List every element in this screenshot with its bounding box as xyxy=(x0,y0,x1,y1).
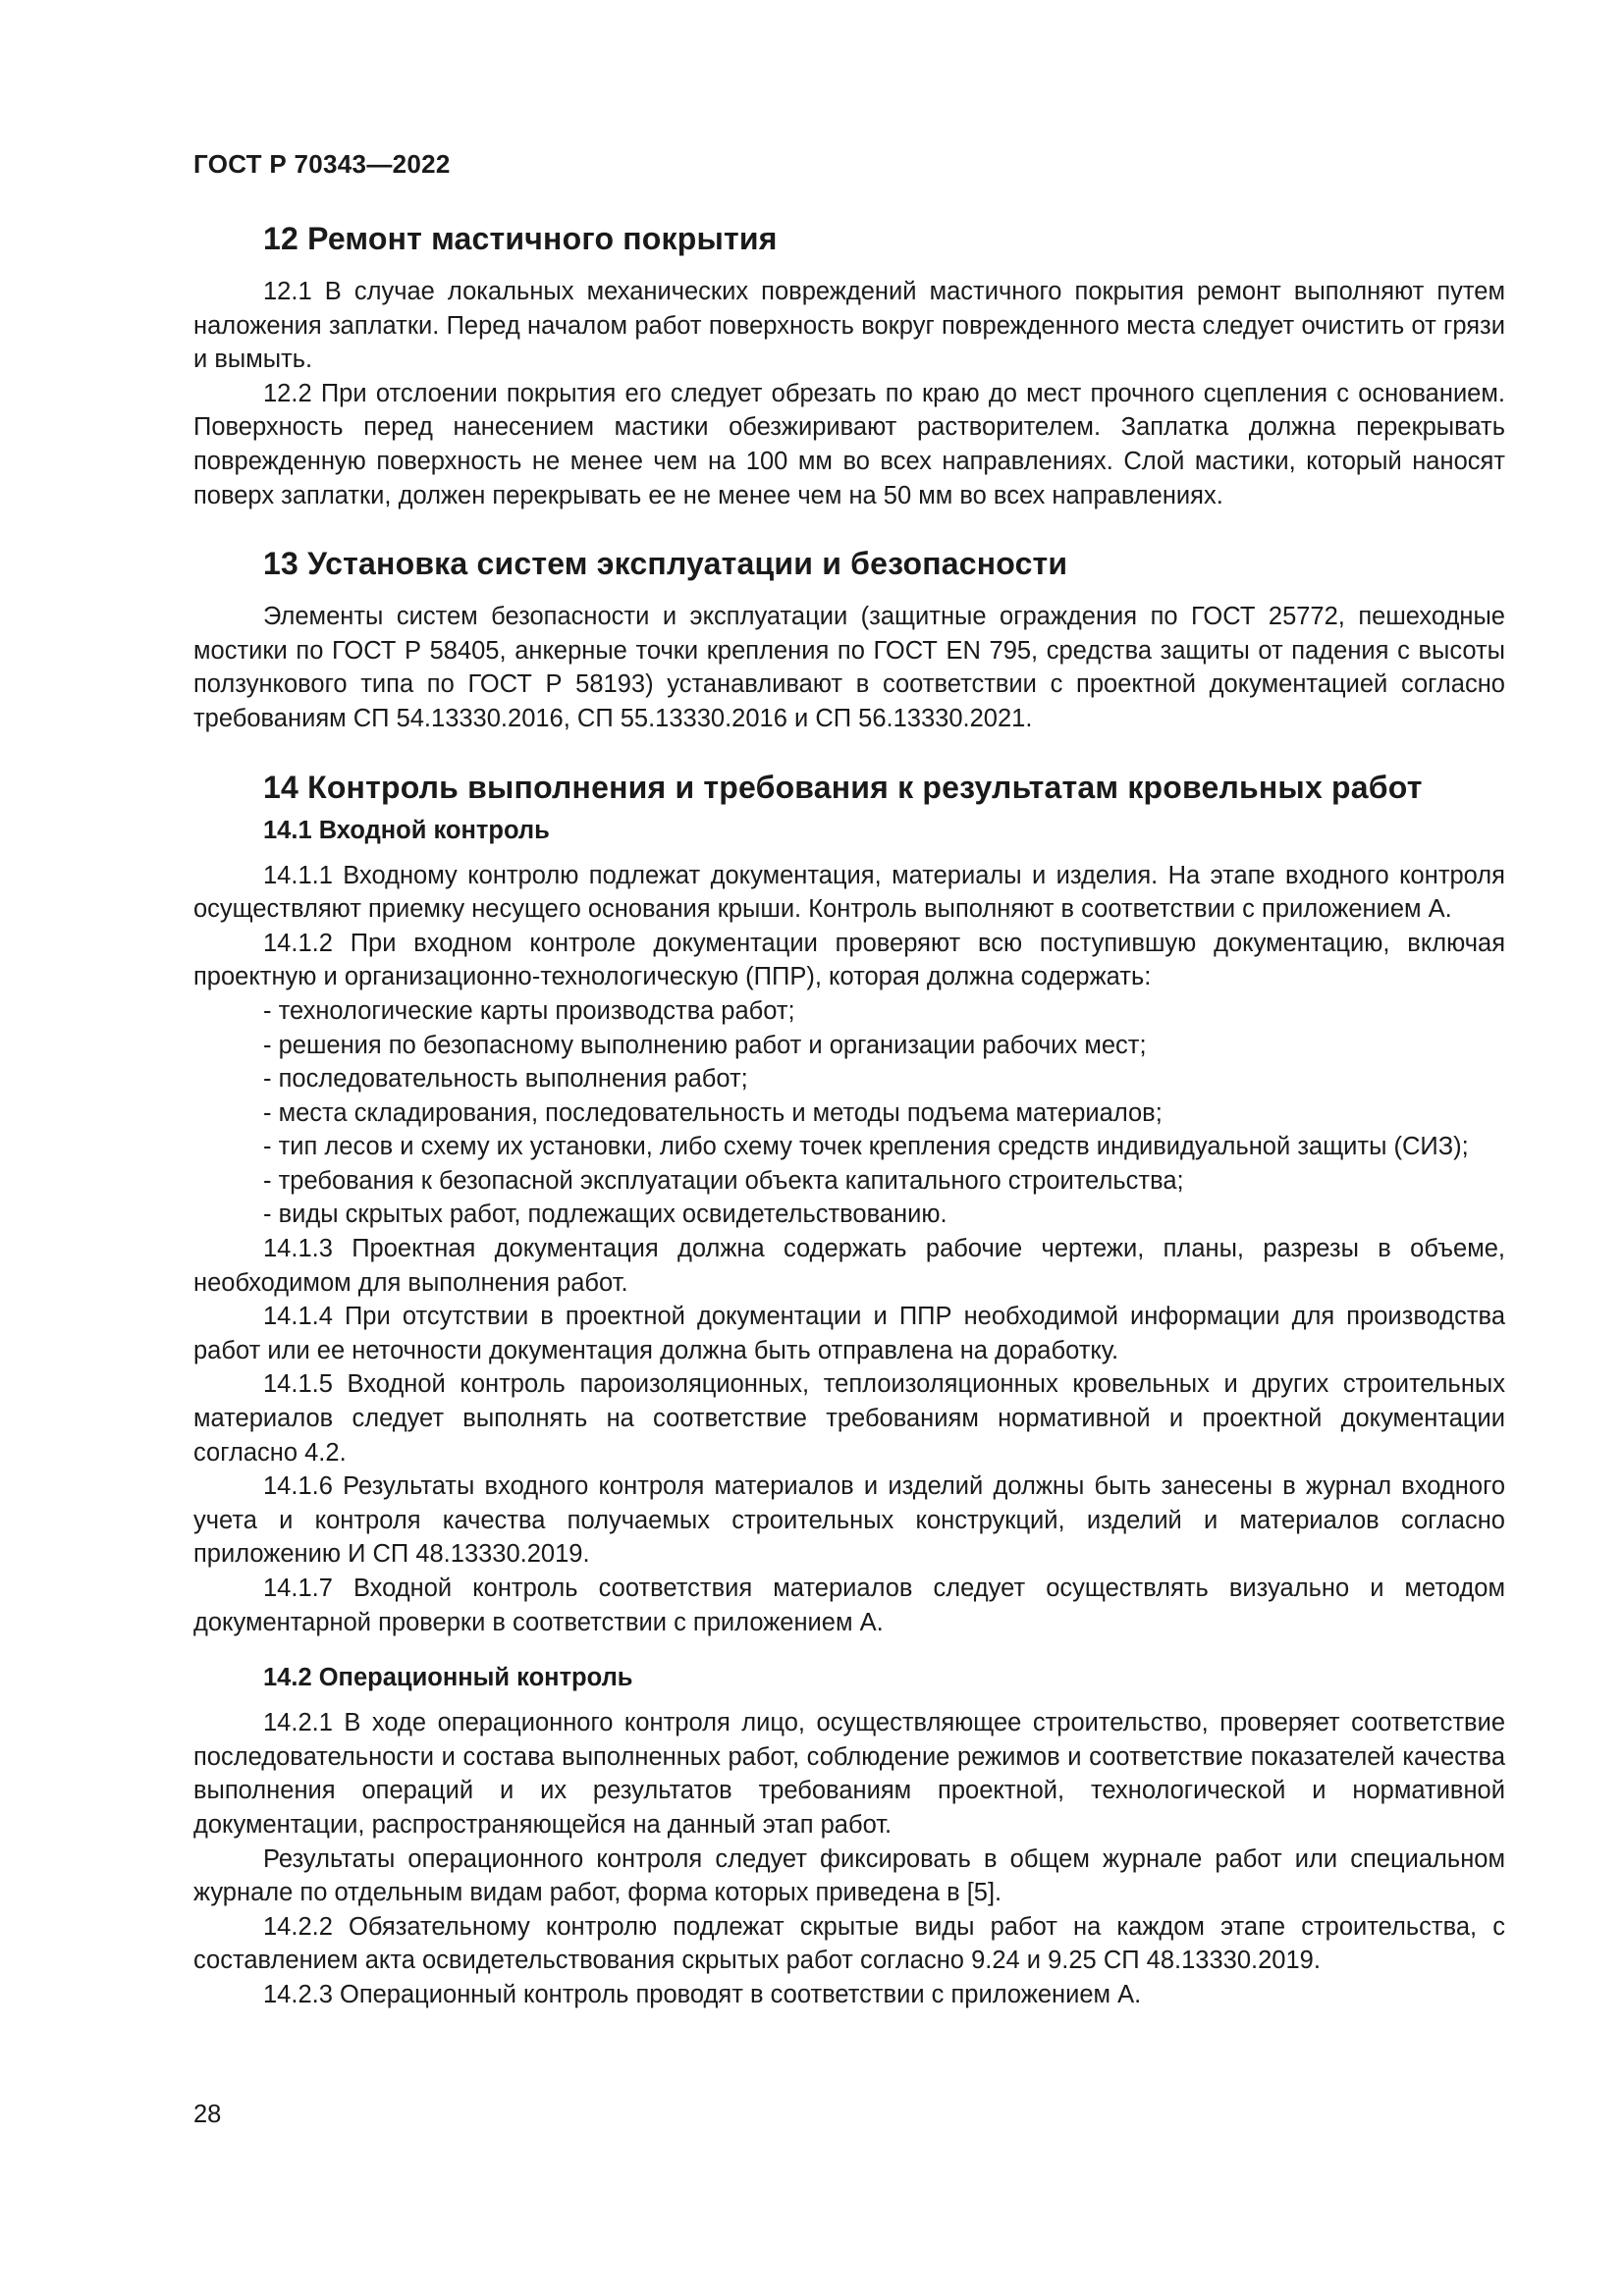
paragraph-14-1-5: 14.1.5 Входной контроль пароизоляционных, теплоизоляционных кровельных и других строительных материалов следует выполнять на соответствие требованиям нормативной и проектной документации согласно 4.2. xyxy=(193,1370,1505,1467)
paragraph-14-2-2: 14.2.2 Обязательному контролю подлежат скрытые виды работ на каждом этапе строительства, с составлением акта освидетельствования скрытых работ согласно 9.24 и 9.25 СП 48.13330.2019. xyxy=(193,1912,1505,1975)
section-13-title: 13 Установка систем эксплуатации и безопасности xyxy=(263,546,1068,582)
paragraph-14-2-3: 14.2.3 Операционный контроль проводят в соответствии с приложением А. xyxy=(263,1980,1142,2008)
paragraph-14-1-4: 14.1.4 При отсутствии в проектной документации и ППР необходимой информации для производства работ или ее неточности документация должна быть отправлена на доработку. xyxy=(193,1303,1505,1364)
page-number: 28 xyxy=(193,2101,222,2128)
list-item: - места складирования, последовательность и методы подъема материалов; xyxy=(263,1098,1163,1127)
list-item: - тип лесов и схему их установки, либо схему точек крепления средств индивидуальной защиты (СИЗ); xyxy=(263,1133,1469,1161)
section-12-title: 12 Ремонт мастичного покрытия xyxy=(263,221,778,256)
list-item: - последовательность выполнения работ; xyxy=(263,1065,748,1094)
document-code-header: ГОСТ Р 70343—2022 xyxy=(193,149,451,179)
subsection-14-1-title: 14.1 Входной контроль xyxy=(263,816,550,844)
requirements-list xyxy=(193,994,1505,1232)
paragraph-14-2-1: 14.2.1 В ходе операционного контроля лицо, осуществляющее строительство, проверяет соответствие последовательности и состава выполненных работ, соблюдение режимов и соответствие показателей качества выполнения операций и их результатов требованиям проектной, технологической и нормативной документации, распространяющейся на данный этап работ. xyxy=(193,1709,1505,1839)
paragraph-14-1-3: 14.1.3 Проектная документация должна содержать рабочие чертежи, планы, разрезы в объеме, необходимом для выполнения работ. xyxy=(193,1235,1505,1297)
paragraph-14-2-1-note: Результаты операционного контроля следует фиксировать в общем журнале работ или специальном журнале по отдельным видам работ, форма которых приведена в [5]. xyxy=(193,1844,1505,1907)
paragraph-14-1-2: 14.1.2 При входном контроле документации проверяют всю поступившую документацию, включая проектную и организационно-технологическую (ППР), которая должна содержать: xyxy=(193,929,1505,991)
list-item: - виды скрытых работ, подлежащих освидетельствованию. xyxy=(263,1201,947,1229)
paragraph-14-1-7: 14.1.7 Входной контроль соответствия материалов следует осуществлять визуально и методом документарной проверки в соответствии с приложением А. xyxy=(193,1575,1505,1636)
list-item: - требования к безопасной эксплуатации объекта капитального строительства; xyxy=(263,1166,1184,1195)
subsection-14-2-title: 14.2 Операционный контроль xyxy=(263,1664,633,1692)
paragraph-12-1: 12.1 В случае локальных механических повреждений мастичного покрытия ремонт выполняют путем наложения заплатки. Перед началом работ поверхность вокруг поврежденного места следует очистить от грязи и вымыть. xyxy=(193,278,1505,374)
list-item: - решения по безопасному выполнению работ и организации рабочих мест; xyxy=(263,1031,1147,1059)
paragraph-14-1-6: 14.1.6 Результаты входного контроля материалов и изделий должны быть занесены в журнал входного учета и контроля качества получаемых строительных конструкций, изделий и материалов согласно приложению И СП 48.13330.2019. xyxy=(193,1472,1505,1569)
list-item: - технологические карты производства работ; xyxy=(263,996,795,1025)
section-14-title: 14 Контроль выполнения и требования к результатам кровельных работ xyxy=(263,769,1423,805)
page-content xyxy=(193,218,1505,2012)
paragraph-14-1-1: 14.1.1 Входному контролю подлежат документация, материалы и изделия. На этапе входного контроля осуществляют приемку несущего основания крыши. Контроль выполняют в соответствии с приложением А. xyxy=(193,861,1505,924)
paragraph-12-2: 12.2 При отслоении покрытия его следует обрезать по краю до мест прочного сцепления с основанием. Поверхность перед нанесением мастики обезжиривают растворителем. Заплатка должна перекрывать поврежденную поверхность не менее чем на 100 мм во всех направлениях. Слой мастики, который наносят поверх заплатки, должен перекрывать ее не менее чем на 50 мм во всех направлениях. xyxy=(193,379,1505,509)
paragraph-13: Элементы систем безопасности и эксплуатации (защитные ограждения по ГОСТ 25772, пешеходные мостики по ГОСТ Р 58405, анкерные точки крепления по ГОСТ EN 795, средства защиты от падения с высоты ползункового типа по ГОСТ Р 58193) устанавливают в соответствии с проектной документацией согласно требованиям СП 54.13330.2016, СП 55.13330.2016 и СП 56.13330.2021. xyxy=(193,603,1505,732)
